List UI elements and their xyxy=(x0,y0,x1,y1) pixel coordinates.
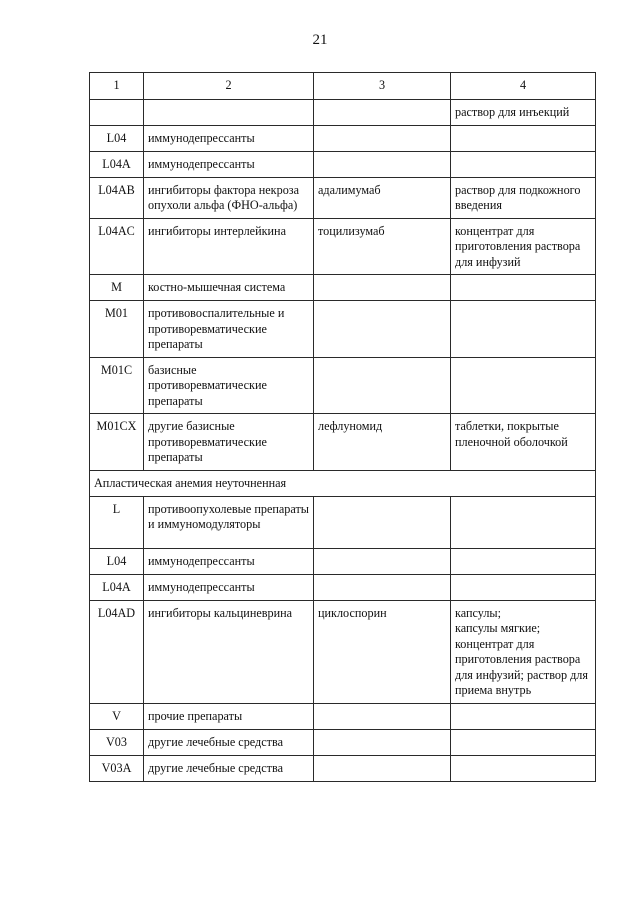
cell-group: другие лечебные средства xyxy=(144,755,314,781)
table-row xyxy=(90,496,596,548)
cell-group: ингибиторы интерлейкина xyxy=(144,218,314,275)
cell-form: капсулы; капсулы мягкие; концентрат для приготовления раствора для инфузий; раствор для приема внутрь xyxy=(451,600,596,703)
cell-group: другие базисные противоревматические препараты xyxy=(144,414,314,471)
cell-drug xyxy=(314,496,451,548)
cell-form xyxy=(451,548,596,574)
cell-form xyxy=(451,151,596,177)
cell-form xyxy=(451,755,596,781)
cell-code: V03A xyxy=(90,755,144,781)
cell-form xyxy=(451,301,596,358)
cell-group: противоопухолевые препараты и иммуномодуляторы xyxy=(144,496,314,548)
cell-group: другие лечебные средства xyxy=(144,729,314,755)
cell-group xyxy=(144,99,314,125)
header-col-2: 2 xyxy=(144,73,314,100)
cell-form xyxy=(451,357,596,414)
cell-code: L xyxy=(90,496,144,548)
section-heading: Апластическая анемия неуточненная xyxy=(90,470,596,496)
cell-form xyxy=(451,703,596,729)
cell-drug xyxy=(314,151,451,177)
drug-table xyxy=(89,72,596,782)
cell-group: иммунодепрессанты xyxy=(144,574,314,600)
cell-drug xyxy=(314,357,451,414)
cell-code: L04 xyxy=(90,125,144,151)
table-row xyxy=(90,357,596,414)
table-row xyxy=(90,125,596,151)
table-row xyxy=(90,600,596,703)
table-row xyxy=(90,729,596,755)
cell-code: V03 xyxy=(90,729,144,755)
cell-code: L04A xyxy=(90,574,144,600)
cell-drug xyxy=(314,548,451,574)
cell-group: базисные противоревматические препараты xyxy=(144,357,314,414)
cell-form xyxy=(451,729,596,755)
cell-code: V xyxy=(90,703,144,729)
cell-drug: тоцилизумаб xyxy=(314,218,451,275)
table-row xyxy=(90,275,596,301)
table-row xyxy=(90,99,596,125)
cell-code: M01CX xyxy=(90,414,144,471)
header-col-3: 3 xyxy=(314,73,451,100)
cell-code: L04AD xyxy=(90,600,144,703)
table-header xyxy=(90,73,596,100)
cell-form: раствор для инъекций xyxy=(451,99,596,125)
cell-group: ингибиторы фактора некроза опухоли альфа (ФНО-альфа) xyxy=(144,177,314,218)
header-row xyxy=(90,73,596,100)
table-row xyxy=(90,151,596,177)
cell-code: M xyxy=(90,275,144,301)
cell-drug: лефлуномид xyxy=(314,414,451,471)
cell-group: иммунодепрессанты xyxy=(144,125,314,151)
header-col-1: 1 xyxy=(90,73,144,100)
cell-drug xyxy=(314,574,451,600)
cell-group: иммунодепрессанты xyxy=(144,151,314,177)
cell-code: M01 xyxy=(90,301,144,358)
cell-drug xyxy=(314,755,451,781)
header-col-4: 4 xyxy=(451,73,596,100)
table-row xyxy=(90,574,596,600)
cell-form xyxy=(451,275,596,301)
table-row xyxy=(90,703,596,729)
cell-form: таблетки, покрытые пленочной оболочкой xyxy=(451,414,596,471)
cell-group: противовоспалительные и противоревматические препараты xyxy=(144,301,314,358)
cell-drug xyxy=(314,703,451,729)
cell-code: M01C xyxy=(90,357,144,414)
cell-drug: адалимумаб xyxy=(314,177,451,218)
cell-group: прочие препараты xyxy=(144,703,314,729)
cell-code: L04AB xyxy=(90,177,144,218)
table-row xyxy=(90,755,596,781)
cell-group: иммунодепрессанты xyxy=(144,548,314,574)
cell-form: концентрат для приготовления раствора для инфузий xyxy=(451,218,596,275)
table-row xyxy=(90,301,596,358)
cell-code: L04AC xyxy=(90,218,144,275)
cell-form: раствор для подкожного введения xyxy=(451,177,596,218)
cell-drug xyxy=(314,729,451,755)
table-body xyxy=(90,99,596,781)
cell-drug xyxy=(314,99,451,125)
cell-code: L04 xyxy=(90,548,144,574)
cell-drug xyxy=(314,301,451,358)
page-number: 21 xyxy=(312,32,328,48)
cell-group: ингибиторы кальциневрина xyxy=(144,600,314,703)
cell-drug xyxy=(314,275,451,301)
cell-drug xyxy=(314,125,451,151)
table-row xyxy=(90,548,596,574)
cell-code: L04A xyxy=(90,151,144,177)
cell-group: костно-мышечная система xyxy=(144,275,314,301)
cell-drug: циклоспорин xyxy=(314,600,451,703)
table-row xyxy=(90,177,596,218)
table-row xyxy=(90,470,596,496)
cell-form xyxy=(451,574,596,600)
table-row xyxy=(90,218,596,275)
cell-form xyxy=(451,496,596,548)
table-row xyxy=(90,414,596,471)
cell-code xyxy=(90,99,144,125)
cell-form xyxy=(451,125,596,151)
